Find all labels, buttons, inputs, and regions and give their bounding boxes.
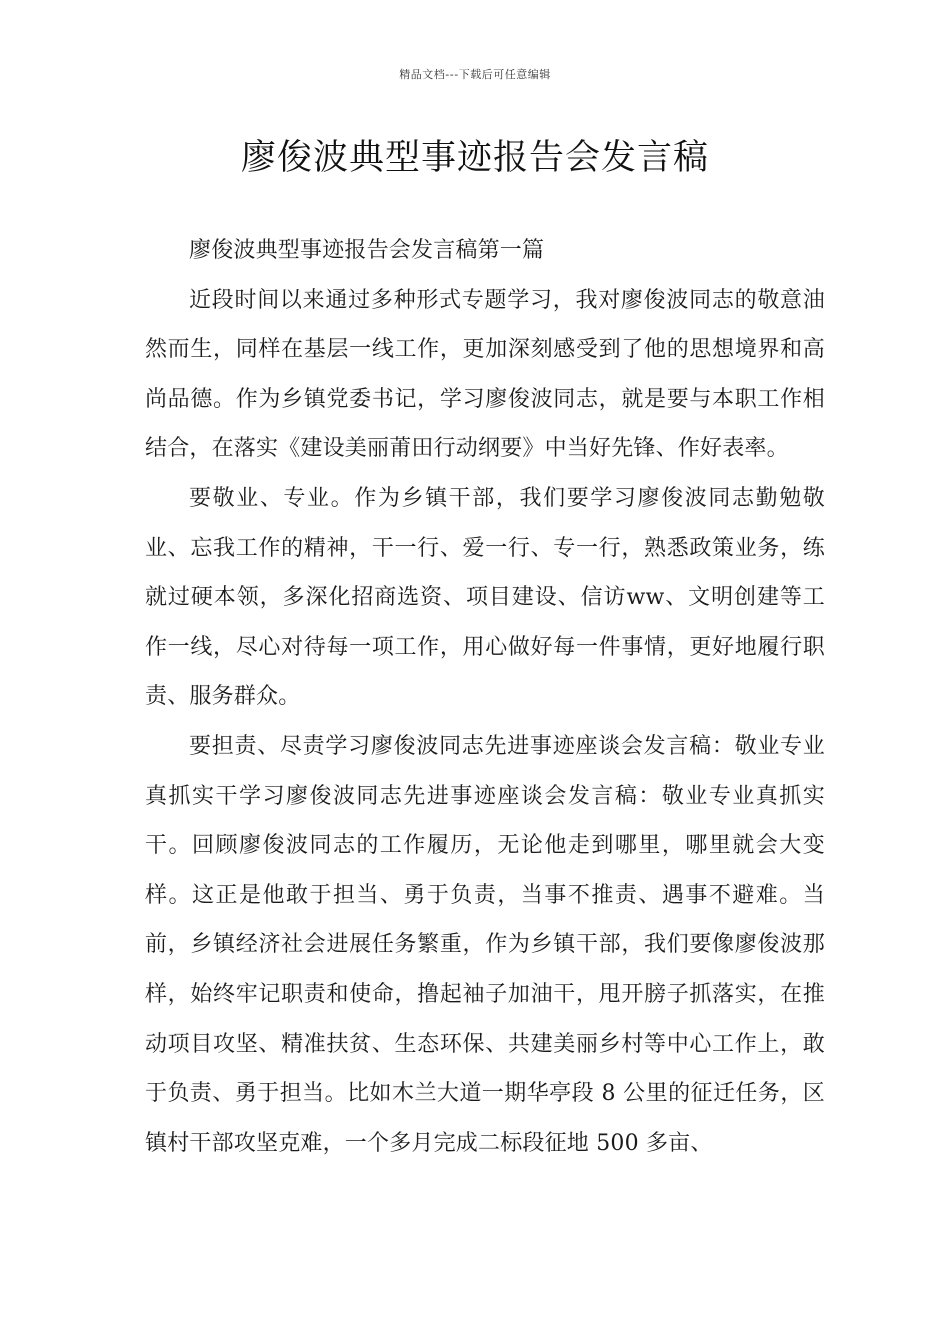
paragraph-intro: 近段时间以来通过多种形式专题学习，我对廖俊波同志的敬意油然而生，同样在基层一线工作，更加深刻感受到了他的思想境界和高尚品德。作为乡镇党委书记，学习廖俊波同志，就是要与本职工作相结合，在落实《建设美丽莆田行动纲要》中当好先锋、作好表率。 (145, 287, 825, 462)
header-note: 精品文档---下载后可任意编辑 (399, 68, 551, 81)
paragraph-dedication: 要敬业、专业。作为乡镇干部，我们要学习廖俊波同志勤勉敬业、忘我工作的精神，干一行、爱一行、专一行，熟悉政策业务，练就过硬本领，多深化招商选资、项目建设、信访ww、文明创建等工作一线，尽心对待每一项工作，用心做好每一件事情，更好地履行职责、服务群众。 (145, 485, 825, 710)
document-body (145, 226, 825, 1168)
section-heading: 廖俊波典型事迹报告会发言稿第一篇 (189, 238, 545, 263)
document-title: 廖俊波典型事迹报告会发言稿 (240, 138, 709, 178)
paragraph-responsibility: 要担责、尽责学习廖俊波同志先进事迹座谈会发言稿：敬业专业真抓实干学习廖俊波同志先进事迹座谈会发言稿：敬业专业真抓实干。回顾廖俊波同志的工作履历，无论他走到哪里，哪里就会大变样。这正是他敢于担当、勇于负责，当事不推责、遇事不避难。当前，乡镇经济社会进展任务繁重，作为乡镇干部，我们要像廖俊波那样，始终牢记职责和使命，撸起袖子加油干，甩开膀子抓落实，在推动项目攻坚、精准扶贫、生态环保、共建美丽乡村等中心工作上，敢于负责、勇于担当。比如木兰大道一期华亭段 8 公里的征迁任务，区镇村干部攻坚克难，一个多月完成二标段征地 500 多亩、 (145, 733, 825, 1156)
